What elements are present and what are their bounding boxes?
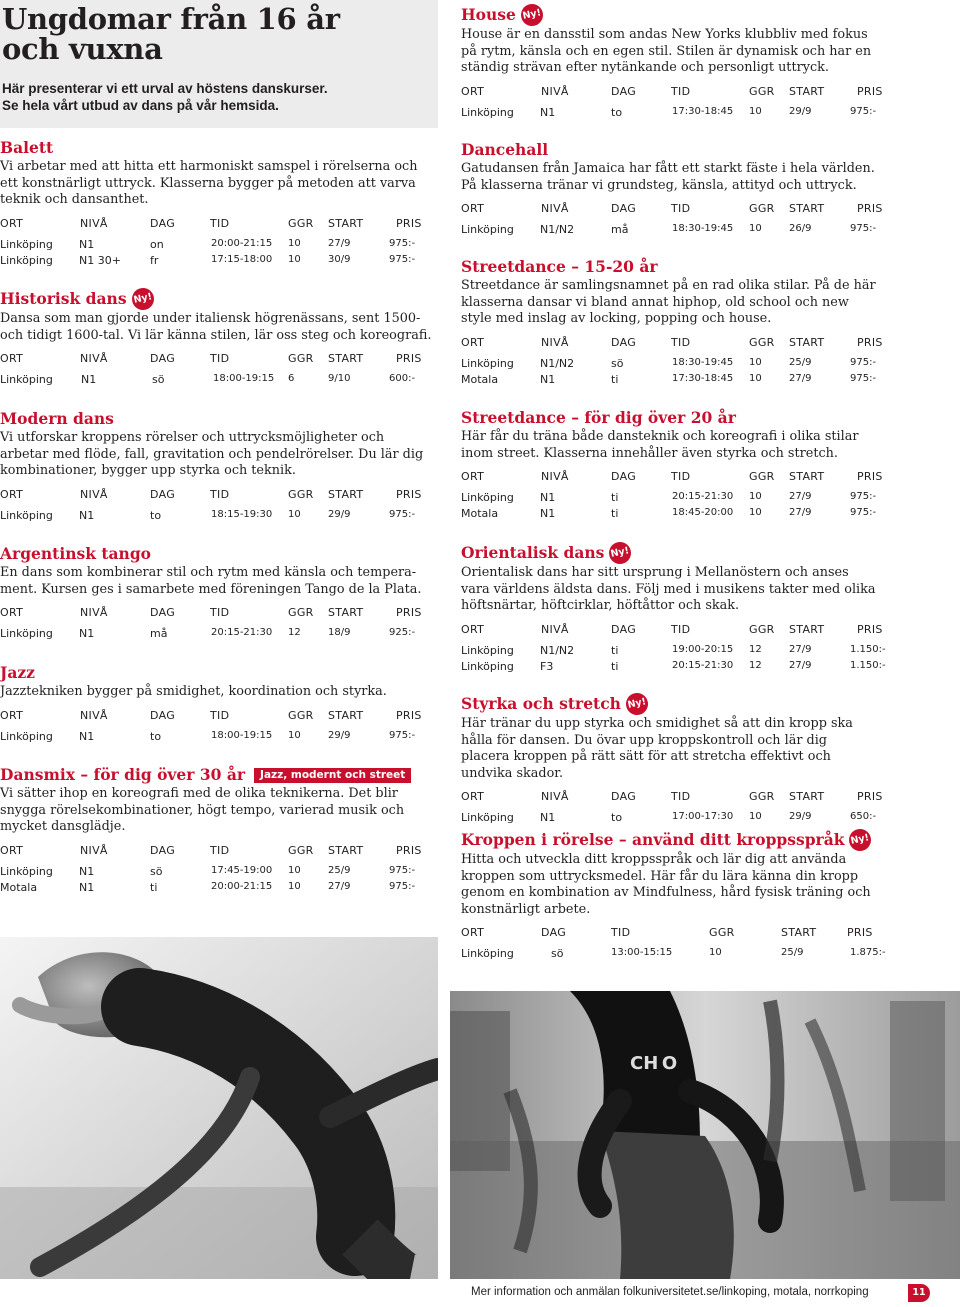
course-description: Vi sätter ihop en koreografi med de olika teknikerna. Det blir snygga rörelsekombinationer, högt tempo, varierad musik och mycket dansglädje. <box>0 786 405 834</box>
course-description: Här får du träna både dansteknik och koreografi i olika stilar inom street. Klasserna innehåller även styrka och stretch. <box>461 429 859 461</box>
photo-dance-class <box>450 991 960 1279</box>
table-header: ORT NIVÅ DAG TID GGR START PRIS <box>461 622 883 636</box>
course-description: Dansa som man gjorde under italiensk högrenässans, sent 1500- och tidigt 1600-tal. Vi lär känna stilen, lär oss steg och koreografi. <box>0 311 432 343</box>
table-header: ORT NIVÅ DAG TID GGR START PRIS <box>461 84 883 98</box>
course-title: Orientalisk dans Ny! <box>461 542 881 564</box>
table-header: ORT NIVÅ DAG TID GGR START PRIS <box>0 843 422 857</box>
table-header: ORT NIVÅ DAG TID GGR START PRIS <box>0 352 422 365</box>
course-description: House är en dansstil som andas New Yorks klubbliv med fokus på rytm, känsla och en egen stil. Stilen är dynamisk och har en ständig strävan efter nytänkande och personligt uttryck. <box>461 27 872 75</box>
table-row: Linköping N1/N2 sö 18:30-19:45 10 25/9 975:- <box>461 356 877 370</box>
table-header: ORT NIVÅ DAG TID GGR START PRIS <box>0 708 422 722</box>
table-row: Motala N1 ti 20:00-21:15 10 27/9 975:- <box>0 880 416 894</box>
course-dancehall <box>461 140 881 239</box>
page-intro: Här presenterar vi ett urval av höstens danskurser. Se hela vårt utbud av dans på vår hemsida. <box>2 81 328 113</box>
course-streetdance-15-20 <box>461 257 881 389</box>
table-row: Linköping N1 30+ fr 17:15-18:00 10 30/9 975:- <box>0 253 416 267</box>
table-header: ORT NIVÅ DAG TID GGR START PRIS <box>0 487 422 501</box>
page-number: 11 <box>908 1284 930 1302</box>
page-title: Ungdomar från 16 år och vuxna <box>2 2 340 66</box>
course-kroppen-i-rorelse <box>461 829 886 963</box>
table-header: ORT DAG TID GGR START PRIS <box>461 926 873 939</box>
table-header: ORT NIVÅ DAG TID GGR START PRIS <box>461 790 883 803</box>
course-title: Dancehall <box>461 140 549 159</box>
new-badge: Ny! <box>847 827 873 853</box>
table-header: ORT NIVÅ DAG TID GGR START PRIS <box>461 470 883 483</box>
course-orientalisk-dans <box>461 542 886 676</box>
course-title: Dansmix – för dig över 30 år Jazz, modernt och street <box>0 765 438 785</box>
course-balett <box>0 138 438 270</box>
course-modern-dans <box>0 409 438 525</box>
table-header: ORT NIVÅ DAG TID GGR START PRIS <box>461 335 883 349</box>
course-description: Vi utforskar kroppens rörelser och uttrycksmöjligheter och arbetar med flöde, fall, gravitation och pendelrörelser. Du lär dig kombinationer, bygger upp styrka och teknik. <box>0 430 424 478</box>
course-jazz <box>0 663 438 746</box>
course-streetdance-20 <box>461 408 881 523</box>
dancer-illustration <box>0 937 438 1279</box>
course-description: Hitta och utveckla ditt kroppsspråk och lär dig att använda kroppen som uttrycksmedel. Här får du lära känna din kropp genom en kombination av Mindfulness, hård fysisk träning och konstnärligt arbete. <box>461 852 871 917</box>
table-row: Linköping N1 on 20:00-21:15 10 27/9 975:- <box>0 237 416 251</box>
table-row: Linköping N1 to 17:00-17:30 10 29/9 650:- <box>461 811 877 824</box>
course-description: Streetdance är samlingsnamnet på en rad olika stilar. På de här klasserna dansar vi bland annat hiphop, old school och new style med inslag av locking, popping och house. <box>461 278 876 326</box>
table-row: Linköping N1 sö 17:45-19:00 10 25/9 975:- <box>0 864 416 878</box>
table-header: ORT NIVÅ DAG TID GGR START PRIS <box>0 216 422 230</box>
table-row: Linköping sö 13:00-15:15 10 25/9 1.875:- <box>461 947 886 960</box>
photo-dancer-arching <box>0 937 438 1279</box>
course-title: Styrka och stretch Ny! <box>461 693 881 715</box>
course-description: Här tränar du upp styrka och smidighet så att din kropp ska hålla för dansen. Du övar upp kroppskontroll och lär dig placera kroppen på rätt sätt för att stretcha effektivt och undvika skador. <box>461 716 853 781</box>
course-title: Jazz <box>0 663 35 682</box>
course-title: Streetdance – 15-20 år <box>461 257 658 276</box>
course-title: Kroppen i rörelse – använd ditt kroppsspråk Ny! <box>461 829 881 851</box>
course-description: Vi arbetar med att hitta ett harmoniskt samspel i rörelserna och ett konstnärligt uttryck. Klasserna bygger på metoden att varva teknik och dansanthet. <box>0 159 418 207</box>
course-description: Orientalisk dans har sitt ursprung i Mellanöstern och anses vara världens äldsta dans. Följ med i musikens takter med olika höftsnärtar, höftcirklar, höftåttor och skak. <box>461 565 876 613</box>
course-title: Argentinsk tango <box>0 544 151 563</box>
new-badge: Ny! <box>607 540 633 566</box>
course-title: Modern dans <box>0 409 114 428</box>
footer-info: Mer information och anmälan folkuniversitetet.se/linkoping, motala, norrkoping <box>471 1286 869 1298</box>
table-row: Linköping N1/N2 må 18:30-19:45 10 26/9 975:- <box>461 223 877 236</box>
table-row: Linköping N1 to 18:15-19:30 10 29/9 975:- <box>0 508 416 522</box>
style-tag: Jazz, modernt och street <box>254 768 411 783</box>
page-header <box>0 0 438 128</box>
course-description: Jazztekniken bygger på smidighet, koordination och styrka. <box>0 684 387 699</box>
course-argentinsk-tango <box>0 544 438 643</box>
course-styrka-och-stretch <box>461 693 881 827</box>
table-row: Linköping N1 må 20:15-21:30 12 18/9 925:- <box>0 627 416 640</box>
course-description: En dans som kombinerar stil och rytm med känsla och tempera-ment. Kursen ges i samarbete med föreningen Tango de la Plata. <box>0 565 422 597</box>
course-title: Historisk dans Ny! <box>0 288 438 310</box>
table-header: ORT NIVÅ DAG TID GGR START PRIS <box>461 202 883 215</box>
shirt-print: CH O <box>630 1053 678 1074</box>
course-historisk-dans <box>0 288 438 389</box>
course-house <box>461 4 881 122</box>
table-row: Linköping N1 to 17:30-18:45 10 29/9 975:- <box>461 105 877 119</box>
course-title: Balett <box>0 138 54 157</box>
new-badge: Ny! <box>130 286 156 312</box>
table-row: Linköping N1 to 18:00-19:15 10 29/9 975:- <box>0 729 416 743</box>
table-row: Motala N1 ti 18:45-20:00 10 27/9 975:- <box>461 507 877 520</box>
course-dansmix <box>0 765 438 897</box>
table-row: Linköping F3 ti 20:15-21:30 12 27/9 1.150:- <box>461 659 886 673</box>
table-row: Linköping N1 ti 20:15-21:30 10 27/9 975:- <box>461 491 877 504</box>
course-title: Streetdance – för dig över 20 år <box>461 408 736 427</box>
new-badge: Ny! <box>624 691 650 717</box>
table-row: Linköping N1/N2 ti 19:00-20:15 12 27/9 1.150:- <box>461 643 886 657</box>
course-description: Gatudansen från Jamaica har fått ett starkt fäste i hela världen. På klasserna tränar vi grundsteg, känsla, attityd och uttryck. <box>461 161 875 193</box>
dance-class-illustration <box>450 991 960 1279</box>
new-badge: Ny! <box>519 2 545 28</box>
table-row: Linköping N1 sö 18:00-19:15 6 9/10 600:- <box>0 373 416 386</box>
table-header: ORT NIVÅ DAG TID GGR START PRIS <box>0 606 422 619</box>
course-title: House Ny! <box>461 4 881 26</box>
table-row: Motala N1 ti 17:30-18:45 10 27/9 975:- <box>461 372 877 386</box>
